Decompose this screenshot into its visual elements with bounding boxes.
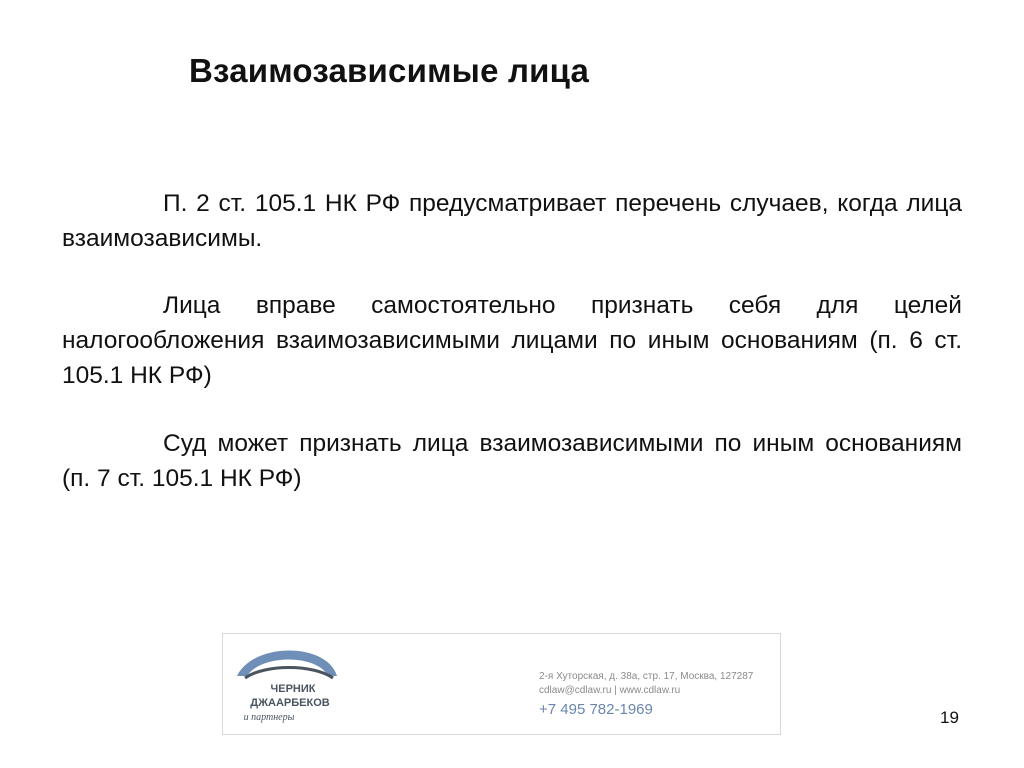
phone-number: +7 495 782-1969 [539, 701, 653, 718]
footer-banner [222, 633, 781, 735]
address-text: 2-я Хуторская, д. 38а, стр. 17, Москва, 127287 [539, 671, 754, 682]
paragraph-court-recognition: Суд может признать лица взаимозависимыми по иным основаниям (п. 7 ст. 105.1 НК РФ) [62, 430, 962, 492]
paragraph-self-recognition: Лица вправе самостоятельно признать себя для целей налогообложения взаимозависимыми лицами по иным основаниям (п. 6 ст. 105.1 НК РФ) [62, 292, 962, 389]
email-link[interactable]: cdlaw@cdlaw.ru [539, 685, 612, 696]
website-link[interactable]: www.cdlaw.ru [619, 685, 681, 696]
email-website-line [539, 684, 753, 698]
logo-line2: ДЖААРБЕКОВ [250, 697, 330, 709]
page-number: 19 [940, 708, 959, 727]
bridge-arch-icon [231, 640, 356, 730]
paragraph-related-cases: П. 2 ст. 105.1 НК РФ предусматривает перечень случаев, когда лица взаимозависимы. [62, 190, 962, 252]
logo-line3: и партнеры [243, 712, 295, 723]
slide-title: Взаимозависимые лица [189, 52, 590, 89]
logo-line1: ЧЕРНИК [270, 683, 316, 695]
contact-block [539, 670, 753, 720]
separator: | [614, 685, 617, 696]
company-logo [231, 640, 356, 730]
